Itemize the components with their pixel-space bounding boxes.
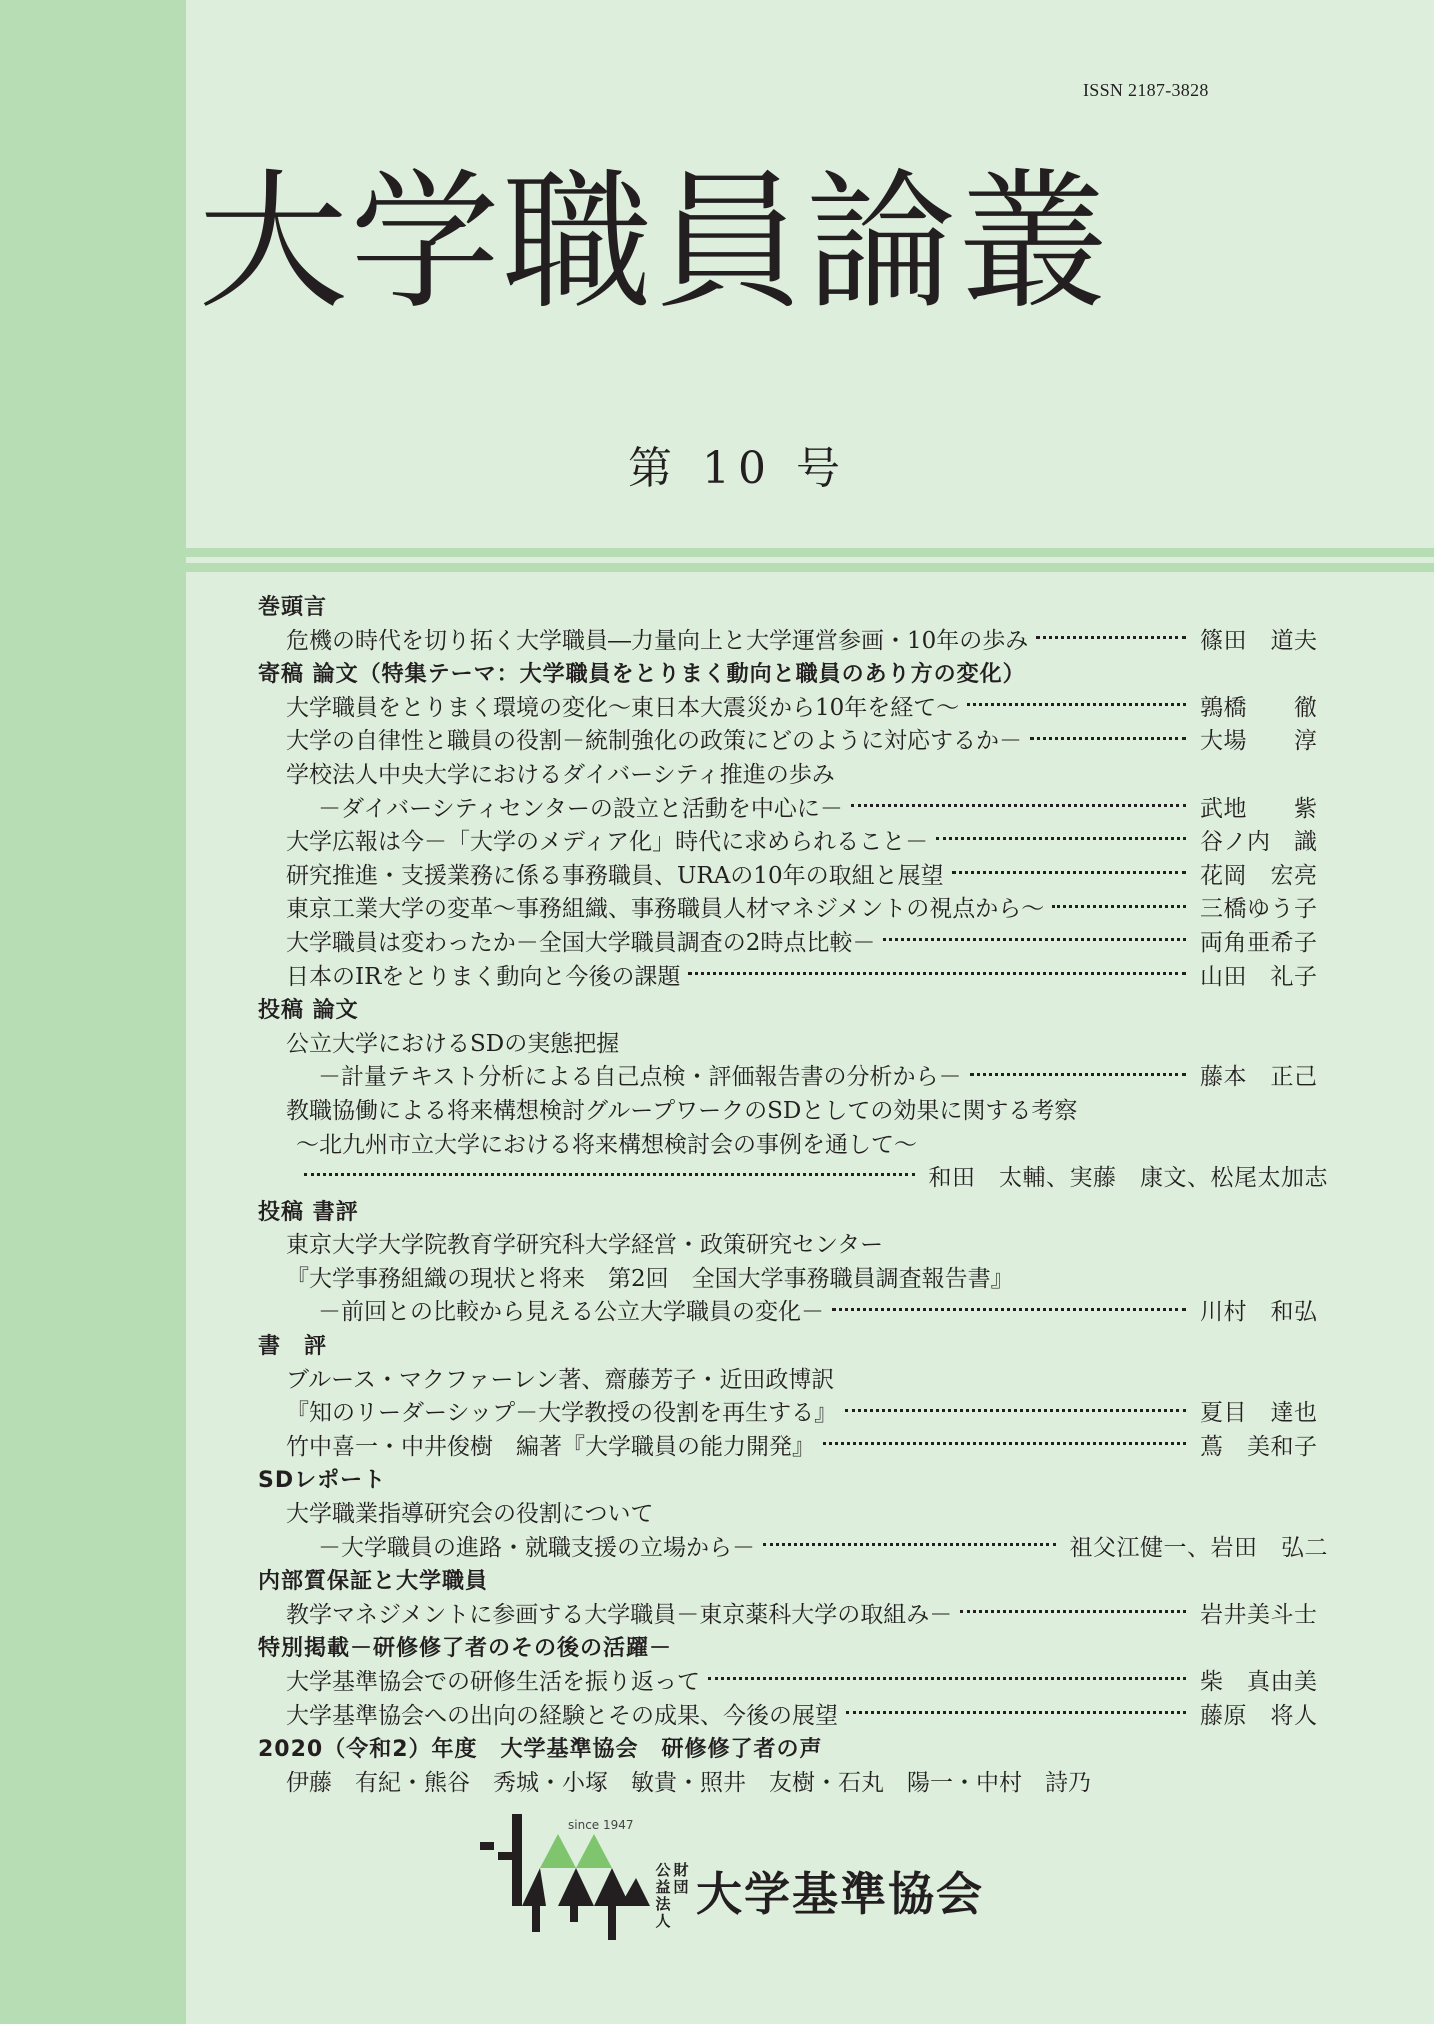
toc-entry-title: 竹中喜一・中井俊樹 編著『大学職員の能力開発』 [286,1433,815,1460]
issn-number: ISSN 2187-3828 [1083,80,1209,100]
toc-entry [258,927,1328,961]
toc-entry [258,961,1328,995]
toc-entry-title: 大学基準協会での研修生活を振り返って [286,1669,700,1695]
logo-since-text: since 1947 [568,1818,634,1832]
toc-leader-dots [967,703,1186,706]
horizontal-band-lower [0,563,1434,572]
toc-entry-author: 花岡 宏亮 [1200,862,1318,889]
toc-line: ブルース・マクファーレン著、齋藤芳子・近田政博訳 [286,1366,835,1393]
toc-line: 大学職業指導研究会の役割について [286,1501,654,1528]
toc-entry-title: 研究推進・支援業務に係る事務職員、URAの10年の取組と展望 [286,862,944,889]
toc-entry-author: 藤原 将人 [1200,1702,1318,1729]
toc-entry [258,1532,1328,1566]
toc-line: 教職協働による将来構想検討グループワークのSDとしての効果に関する考察 [286,1097,1078,1124]
toc-line: 『大学事務組織の現状と将来 第2回 全国大学事務職員調査報告書』 [286,1265,1014,1292]
toc-entry-title: 大学の自律性と職員の役割－統制強化の政策にどのように対応するか－ [286,728,1022,755]
toc-leader-dots [763,1543,1056,1546]
toc-entry-author: 柴 真由美 [1200,1669,1318,1695]
logo-corporate-label [654,1862,690,1930]
toc-entry [258,1700,1328,1734]
toc-leader-dots [936,837,1186,840]
toc-entry [258,725,1328,759]
toc-entry-title: 大学職員をとりまく環境の変化～東日本大震災から10年を経て～ [286,694,960,721]
toc-entry-author: 大場 淳 [1200,728,1318,755]
toc-leader-dots [1036,636,1186,639]
toc-section-heading: 内部質保証と大学職員 [258,1569,489,1595]
toc-entry-author: 和田 太輔、実藤 康文、松尾太加志 [928,1165,1328,1192]
toc-entry-title: －ダイバーシティセンターの設立と活動を中心に－ [318,795,843,822]
logo-small-2: 財団 [673,1861,689,1896]
toc-entry [258,1162,1328,1196]
toc-entry-author: 武地 紫 [1200,795,1318,822]
left-color-stripe [0,0,186,2024]
toc-leader-dots [1030,737,1186,740]
toc-entry [258,1061,1328,1095]
toc-entry-title: 『知のリーダーシップ－大学教授の役割を再生する』 [286,1400,838,1427]
toc-entry-author: 祖父江健一、岩田 弘二 [1069,1534,1328,1561]
toc-entry [258,826,1328,860]
publisher-name: 大学基準協会 [696,1867,984,1921]
toc-leader-dots [845,1409,1186,1412]
toc-entry-title: 日本のIRをとりまく動向と今後の課題 [286,963,681,990]
toc-entry-title: 大学基準協会への出向の経験とその成果、今後の展望 [286,1702,838,1729]
toc-section-heading: 投稿 書評 [258,1199,359,1225]
toc-line: ～北九州市立大学における将来構想検討会の事例を通して～ [296,1131,917,1158]
toc-line: 東京大学大学院教育学研究科大学経営・政策研究センター [286,1232,884,1259]
toc-entry [258,1666,1328,1700]
toc-entry [258,1599,1328,1633]
toc-entry-title: 教学マネジメントに参画する大学職員－東京薬科大学の取組み－ [286,1601,953,1628]
toc-entry-title: 大学広報は今－「大学のメディア化」時代に求められること－ [286,829,929,856]
toc-leader-dots [832,1308,1186,1311]
toc-entry-title: 危機の時代を切り拓く大学職員―力量向上と大学運営参画・10年の歩み [286,627,1029,654]
toc-section-heading: 寄稿 論文（特集テーマ：大学職員をとりまく動向と職員のあり方の変化） [258,662,1026,688]
toc-entry-author: 藤本 正己 [1200,1064,1318,1091]
toc-section-heading: SDレポート [258,1468,387,1494]
journal-title: 大学職員論叢 [198,156,1111,330]
toc-entry [258,793,1328,827]
toc-entry [258,1431,1328,1465]
toc-entry [258,1296,1328,1330]
toc-section-heading: 巻頭言 [258,595,328,620]
logo-small-1: 公益 [655,1861,671,1896]
toc-entry-author: 両角亜希子 [1200,929,1318,956]
toc-leader-dots [1052,905,1186,908]
toc-leader-dots [970,1073,1186,1076]
toc-leader-dots [952,871,1186,874]
toc-entry [258,860,1328,894]
toc-leader-dots [304,1173,915,1176]
toc-entry-author: 川村 和弘 [1200,1299,1318,1326]
toc-entry-title: －計量テキスト分析による自己点検・評価報告書の分析から－ [318,1064,962,1091]
toc-leader-dots [823,1442,1186,1445]
toc-entry [258,692,1328,726]
issue-number: 第 10 号 [628,443,848,494]
toc-entry-title: 東京工業大学の変革～事務組織、事務職員人材マネジメントの視点から～ [286,896,1045,923]
toc-section-heading: 特別掲載－研修修了者のその後の活躍－ [258,1636,673,1662]
toc-entry-author: 谷ノ内 識 [1200,829,1318,856]
toc-leader-dots [688,972,1186,975]
toc-leader-dots [960,1610,1186,1613]
toc-entry [258,893,1328,927]
toc-entry-author: 山田 礼子 [1200,963,1318,990]
toc-leader-dots [883,938,1186,941]
toc-entry [258,1397,1328,1431]
horizontal-band-upper [0,548,1434,557]
toc-entry-author: 岩井美斗士 [1200,1601,1318,1628]
toc-entry-author: 夏目 達也 [1200,1400,1318,1427]
toc-leader-dots [846,1711,1186,1714]
toc-entry-title: 大学職員は変わったか－全国大学職員調査の2時点比較－ [286,929,876,956]
toc-section-heading: 2020（令和2）年度 大学基準協会 研修修了者の声 [258,1737,823,1763]
toc-line: 公立大学におけるSDの実態把握 [286,1030,620,1057]
toc-leader-dots [851,804,1186,807]
toc-entry [258,625,1328,659]
toc-leader-dots [708,1677,1186,1680]
toc-entry-title: －前回との比較から見える公立大学職員の変化－ [318,1299,824,1326]
toc-entry-author: 篠田 道夫 [1200,627,1318,654]
toc-entry-title: －大学職員の進路・就職支援の立場から－ [318,1534,755,1561]
toc-line: 伊藤 有紀・熊谷 秀城・小塚 敏貴・照井 友樹・石丸 陽一・中村 詩乃 [286,1769,1091,1796]
toc-section-heading: 書 評 [258,1334,328,1360]
table-of-contents [258,591,1328,1800]
toc-section-heading: 投稿 論文 [258,998,359,1024]
logo-mark-icon [480,1814,650,1940]
toc-line: 学校法人中央大学におけるダイバーシティ推進の歩み [286,761,835,788]
logo-small-3: 法人 [655,1895,671,1930]
toc-entry-author: 蔦 美和子 [1200,1433,1318,1460]
toc-entry-author: 鶉橋 徹 [1200,694,1318,721]
toc-entry-author: 三橋ゆう子 [1200,896,1318,923]
